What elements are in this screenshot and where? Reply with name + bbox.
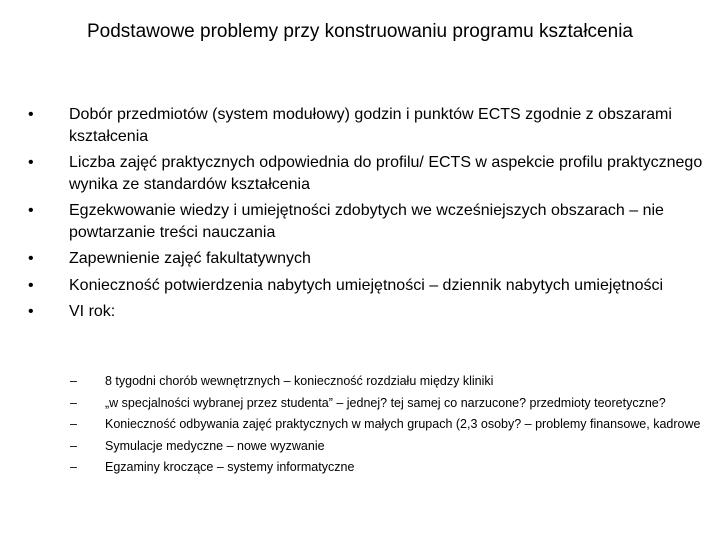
bullet-marker: • bbox=[28, 276, 34, 294]
bullet-text: Egzekwowanie wiedzy i umiejętności zdobytych we wcześniejszych obszarach – nie powtarzanie treści nauczania bbox=[69, 202, 664, 241]
bullet-text: Liczba zajęć praktycznych odpowiednia do profilu/ ECTS w aspekcie profilu praktycznego wynika ze standardów kształcenia bbox=[69, 154, 703, 193]
bullet-marker: • bbox=[28, 303, 34, 320]
sub-bullet-text: 8 tygodni chorób wewnętrznych – konieczność rozdziału między kliniki bbox=[105, 374, 494, 388]
bullet-item bbox=[28, 301, 708, 323]
bullet-list bbox=[28, 104, 708, 328]
sub-bullet-item bbox=[70, 395, 710, 413]
sub-bullet-list bbox=[70, 373, 710, 481]
sub-bullet-item bbox=[70, 416, 710, 434]
sub-bullet-item bbox=[70, 373, 710, 391]
bullet-item bbox=[28, 152, 708, 195]
sub-bullet-marker: – bbox=[70, 417, 77, 431]
bullet-item bbox=[28, 248, 708, 270]
sub-bullet-text: Symulacje medyczne – nowe wyzwanie bbox=[105, 438, 325, 453]
sub-bullet-item bbox=[70, 459, 710, 477]
sub-bullet-item bbox=[70, 438, 710, 456]
bullet-marker: • bbox=[28, 202, 34, 219]
bullet-text: Konieczność potwierdzenia nabytych umiejętności – dziennik nabytych umiejętności bbox=[69, 276, 664, 294]
bullet-item bbox=[28, 275, 708, 297]
bullet-marker: • bbox=[28, 250, 34, 267]
sub-bullet-marker: – bbox=[70, 438, 77, 453]
slide-title: Podstawowe problemy przy konstruowaniu programu kształcenia bbox=[87, 21, 633, 42]
sub-bullet-marker: – bbox=[70, 374, 77, 388]
bullet-text: Zapewnienie zajęć fakultatywnych bbox=[69, 250, 311, 267]
sub-bullet-text: Konieczność odbywania zajęć praktycznych w małych grupach (2,3 osoby? – problemy finansowe, kadrowe bbox=[105, 417, 701, 431]
bullet-marker: • bbox=[28, 154, 34, 171]
sub-bullet-marker: – bbox=[70, 460, 77, 474]
bullet-item bbox=[28, 104, 708, 147]
sub-bullet-text: „w specjalności wybranej przez studenta” – jednej? tej samej co narzucone? przedmioty teoretyczne? bbox=[105, 395, 666, 410]
sub-bullet-text: Egzaminy kroczące – systemy informatyczne bbox=[105, 460, 355, 474]
bullet-text: VI rok: bbox=[69, 303, 116, 320]
bullet-marker: • bbox=[28, 106, 34, 123]
bullet-item bbox=[28, 200, 708, 243]
sub-bullet-marker: – bbox=[70, 395, 77, 410]
bullet-text: Dobór przedmiotów (system modułowy) godzin i punktów ECTS zgodnie z obszarami kształcenia bbox=[69, 106, 672, 145]
